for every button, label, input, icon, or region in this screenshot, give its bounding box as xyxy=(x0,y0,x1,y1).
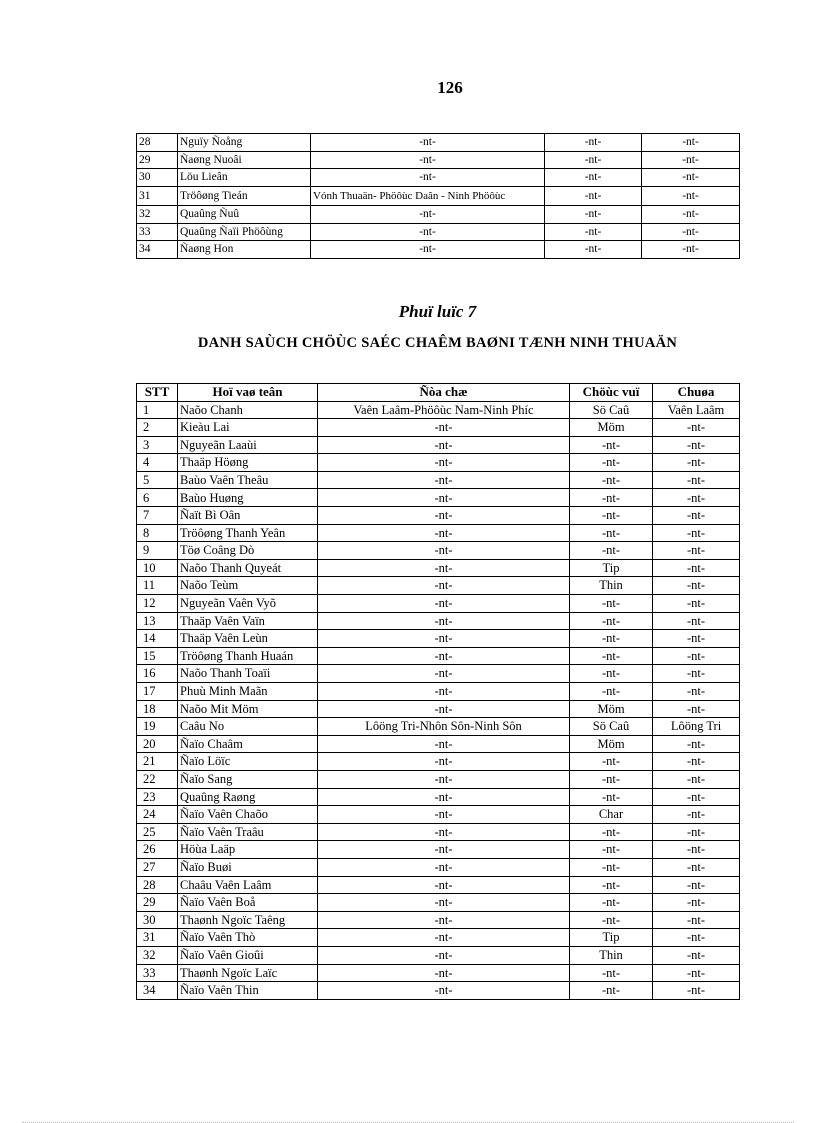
table-cell: Ñaïo Vaên Thò xyxy=(178,929,318,947)
table-cell: -nt- xyxy=(570,542,653,560)
table-row xyxy=(137,964,740,982)
table-cell: 15 xyxy=(137,647,178,665)
table-cell: -nt- xyxy=(318,612,570,630)
table-row xyxy=(137,595,740,613)
table-cell: -nt- xyxy=(318,858,570,876)
table-cell: -nt- xyxy=(653,647,740,665)
table-cell: Lôöng Tri xyxy=(653,718,740,736)
table-row xyxy=(137,577,740,595)
continued-table xyxy=(136,133,740,259)
table-row xyxy=(137,735,740,753)
table-cell: Vaên Laâm-Phöôùc Nam-Ninh Phíc xyxy=(318,401,570,419)
table-cell: -nt- xyxy=(570,471,653,489)
table-cell: -nt- xyxy=(570,964,653,982)
table-cell: -nt- xyxy=(653,946,740,964)
table-row xyxy=(137,946,740,964)
table-cell: Ñaïo Chaâm xyxy=(178,735,318,753)
table-cell: -nt- xyxy=(318,577,570,595)
table-row xyxy=(137,419,740,437)
table-cell: Ñaïo Vaên Thin xyxy=(178,982,318,1000)
table-cell: Töø Coâng Dò xyxy=(178,542,318,560)
table-cell: -nt- xyxy=(318,823,570,841)
table-cell: 7 xyxy=(137,507,178,525)
table-cell: -nt- xyxy=(570,841,653,859)
table-cell: -nt- xyxy=(570,454,653,472)
table-cell: -nt- xyxy=(642,241,740,259)
table-cell: -nt- xyxy=(318,841,570,859)
table-cell: 28 xyxy=(137,876,178,894)
table-cell: -nt- xyxy=(570,823,653,841)
table-cell: Ñaïo Löïc xyxy=(178,753,318,771)
table-cell: 16 xyxy=(137,665,178,683)
table-cell: Sö Caû xyxy=(570,401,653,419)
table-cell: -nt- xyxy=(570,612,653,630)
table-cell: -nt- xyxy=(311,241,545,259)
table-cell: Ñaøng Nuoâi xyxy=(178,151,311,169)
table-cell: -nt- xyxy=(318,770,570,788)
table-cell: Naõo Thanh Toaïi xyxy=(178,665,318,683)
table-row xyxy=(137,542,740,560)
table-cell: Naõo Thanh Quyeát xyxy=(178,559,318,577)
table-cell: 31 xyxy=(137,929,178,947)
table-row xyxy=(137,489,740,507)
column-header: Chöùc vuï xyxy=(570,384,653,402)
table-cell: 18 xyxy=(137,700,178,718)
column-header: Ñòa chæ xyxy=(318,384,570,402)
table-cell: -nt- xyxy=(570,894,653,912)
table-cell: Ñaïo Vaên Boå xyxy=(178,894,318,912)
table-cell: -nt- xyxy=(318,630,570,648)
table-cell: Thaäp Vaên Vaïn xyxy=(178,612,318,630)
table-cell: Höùa Laäp xyxy=(178,841,318,859)
table-row xyxy=(137,134,740,152)
table-cell: Baùo Huøng xyxy=(178,489,318,507)
table-cell: -nt- xyxy=(653,489,740,507)
table-row xyxy=(137,788,740,806)
table-cell: -nt- xyxy=(545,151,642,169)
table-cell: 19 xyxy=(137,718,178,736)
table-cell: -nt- xyxy=(570,436,653,454)
table-cell: 28 xyxy=(137,134,178,152)
table-cell: -nt- xyxy=(653,788,740,806)
table-cell: -nt- xyxy=(653,964,740,982)
table-cell: Ñaïo Vaên Gioûi xyxy=(178,946,318,964)
table-cell: -nt- xyxy=(318,507,570,525)
table-row xyxy=(137,186,740,206)
table-cell: Thin xyxy=(570,577,653,595)
table-row xyxy=(137,454,740,472)
table-cell: -nt- xyxy=(653,823,740,841)
table-row xyxy=(137,982,740,1000)
table-row xyxy=(137,770,740,788)
table-cell: -nt- xyxy=(642,223,740,241)
table-cell: Möm xyxy=(570,419,653,437)
table-cell: Kieàu Lai xyxy=(178,419,318,437)
table-cell: -nt- xyxy=(545,206,642,224)
table-row xyxy=(137,206,740,224)
column-header: Chuøa xyxy=(653,384,740,402)
table-cell: Quaûng Ñaïi Phöôùng xyxy=(178,223,311,241)
table-cell: Tip xyxy=(570,559,653,577)
table-cell: -nt- xyxy=(642,206,740,224)
table-cell: Baùo Vaên Theâu xyxy=(178,471,318,489)
table-cell: -nt- xyxy=(653,841,740,859)
table-cell: -nt- xyxy=(653,770,740,788)
table-cell: Nguyeãn Vaên Vyõ xyxy=(178,595,318,613)
table-cell: -nt- xyxy=(318,665,570,683)
table-cell: -nt- xyxy=(653,542,740,560)
table-row xyxy=(137,876,740,894)
table-cell: Thaønh Ngoïc Laïc xyxy=(178,964,318,982)
table-cell: -nt- xyxy=(318,735,570,753)
table-cell: Ñaït Bì Oân xyxy=(178,507,318,525)
table-row xyxy=(137,823,740,841)
table-cell: Tröôøng Thanh Huaán xyxy=(178,647,318,665)
table-cell: 30 xyxy=(137,169,178,187)
table-row xyxy=(137,858,740,876)
table-row xyxy=(137,524,740,542)
table-row xyxy=(137,559,740,577)
table-cell: Nguïy Ñoång xyxy=(178,134,311,152)
table-cell: -nt- xyxy=(570,665,653,683)
table-cell: Chaâu Vaên Laâm xyxy=(178,876,318,894)
table-cell: Ñaïo Sang xyxy=(178,770,318,788)
table-cell: -nt- xyxy=(653,700,740,718)
table-cell: Möm xyxy=(570,735,653,753)
table-cell: Sö Caû xyxy=(570,718,653,736)
table-cell: 2 xyxy=(137,419,178,437)
table-cell: -nt- xyxy=(570,630,653,648)
table-cell: 4 xyxy=(137,454,178,472)
table-cell: -nt- xyxy=(653,982,740,1000)
appendix-title: Phuï luïc 7 xyxy=(398,302,477,321)
table-cell: -nt- xyxy=(545,169,642,187)
table-cell: -nt- xyxy=(570,788,653,806)
table-cell: Ñaøng Hon xyxy=(178,241,311,259)
table-cell: Caâu No xyxy=(178,718,318,736)
table-cell: 20 xyxy=(137,735,178,753)
table-cell: -nt- xyxy=(318,683,570,701)
table-cell: -nt- xyxy=(318,471,570,489)
table-cell: 24 xyxy=(137,806,178,824)
table-row xyxy=(137,929,740,947)
table-cell: 34 xyxy=(137,982,178,1000)
table-cell: -nt- xyxy=(545,134,642,152)
table-cell: -nt- xyxy=(311,151,545,169)
column-header: STT xyxy=(137,384,178,402)
table-cell: -nt- xyxy=(318,454,570,472)
table-cell: -nt- xyxy=(545,186,642,206)
table-cell: 11 xyxy=(137,577,178,595)
table-cell: Naõo Chanh xyxy=(178,401,318,419)
table-row xyxy=(137,223,740,241)
table-cell: Nguyeãn Laaùi xyxy=(178,436,318,454)
table-cell: -nt- xyxy=(318,419,570,437)
table-cell: -nt- xyxy=(653,665,740,683)
table-cell: -nt- xyxy=(642,186,740,206)
table-row xyxy=(137,169,740,187)
table-row xyxy=(137,471,740,489)
table-cell: Ñaïo Vaên Traâu xyxy=(178,823,318,841)
table-cell: 30 xyxy=(137,911,178,929)
table-cell: Naõo Mit Möm xyxy=(178,700,318,718)
table-cell: -nt- xyxy=(653,894,740,912)
table-cell: -nt- xyxy=(570,507,653,525)
table-cell: -nt- xyxy=(653,876,740,894)
table-cell: -nt- xyxy=(318,806,570,824)
list-title: DANH SAÙCH CHÖÙC SAÉC CHAÊM BAØNI TÆNH NINH THUAÄN xyxy=(197,335,678,351)
table-cell: 1 xyxy=(137,401,178,419)
table-cell: -nt- xyxy=(653,507,740,525)
table-row xyxy=(137,241,740,259)
table-cell: Naõo Teùm xyxy=(178,577,318,595)
table-cell: -nt- xyxy=(653,630,740,648)
table-row xyxy=(137,718,740,736)
page-number: 126 xyxy=(437,78,463,97)
table-cell: -nt- xyxy=(570,911,653,929)
table-cell: -nt- xyxy=(570,770,653,788)
table-cell: -nt- xyxy=(642,169,740,187)
table-cell: 27 xyxy=(137,858,178,876)
table-cell: -nt- xyxy=(642,151,740,169)
table-cell: Thaäp Höøng xyxy=(178,454,318,472)
table-cell: Lôöng Tri-Nhôn Sôn-Ninh Sôn xyxy=(318,718,570,736)
table-cell: -nt- xyxy=(570,753,653,771)
table-cell: 29 xyxy=(137,151,178,169)
table-cell: Thaäp Vaên Leùn xyxy=(178,630,318,648)
table-cell: -nt- xyxy=(570,489,653,507)
table-cell: -nt- xyxy=(653,595,740,613)
table-cell: 21 xyxy=(137,753,178,771)
table-cell: Tröôøng Tieán xyxy=(178,186,311,206)
table-cell: -nt- xyxy=(318,929,570,947)
table-cell: -nt- xyxy=(311,169,545,187)
table-cell: -nt- xyxy=(653,419,740,437)
clergy-table xyxy=(136,383,740,1000)
table-cell: -nt- xyxy=(318,876,570,894)
table-cell: -nt- xyxy=(570,524,653,542)
table-cell: -nt- xyxy=(653,559,740,577)
table-cell: Quaûng Raøng xyxy=(178,788,318,806)
table-cell: Löu Lieân xyxy=(178,169,311,187)
table-cell: -nt- xyxy=(318,700,570,718)
table-cell: -nt- xyxy=(318,524,570,542)
table-cell: -nt- xyxy=(318,542,570,560)
table-cell: 29 xyxy=(137,894,178,912)
table-row xyxy=(137,700,740,718)
table-cell: 14 xyxy=(137,630,178,648)
table-cell: Thin xyxy=(570,946,653,964)
table-cell: -nt- xyxy=(545,241,642,259)
table-cell: -nt- xyxy=(318,436,570,454)
table-cell: 8 xyxy=(137,524,178,542)
table-cell: 25 xyxy=(137,823,178,841)
column-header: Hoï vaø teân xyxy=(178,384,318,402)
table-cell: -nt- xyxy=(318,753,570,771)
table-cell: -nt- xyxy=(653,524,740,542)
table-cell: -nt- xyxy=(653,929,740,947)
table-cell: -nt- xyxy=(318,964,570,982)
table-cell: 12 xyxy=(137,595,178,613)
table-cell: -nt- xyxy=(642,134,740,152)
table-cell: -nt- xyxy=(318,946,570,964)
table-cell: -nt- xyxy=(318,982,570,1000)
table-cell: -nt- xyxy=(318,489,570,507)
table-cell: -nt- xyxy=(653,683,740,701)
table-row xyxy=(137,665,740,683)
table-cell: Ñaïo Vaên Chaõo xyxy=(178,806,318,824)
table-cell: Möm xyxy=(570,700,653,718)
table-cell: -nt- xyxy=(653,436,740,454)
table-cell: 33 xyxy=(137,964,178,982)
table-cell: -nt- xyxy=(318,647,570,665)
table-cell: 6 xyxy=(137,489,178,507)
table-cell: -nt- xyxy=(570,858,653,876)
table-cell: Char xyxy=(570,806,653,824)
table-cell: 32 xyxy=(137,206,178,224)
table-cell: -nt- xyxy=(653,612,740,630)
table-cell: -nt- xyxy=(318,595,570,613)
table-header-row xyxy=(137,384,740,402)
table-row xyxy=(137,151,740,169)
table-cell: -nt- xyxy=(318,788,570,806)
table-cell: 5 xyxy=(137,471,178,489)
table-cell: Vaên Laâm xyxy=(653,401,740,419)
table-cell: -nt- xyxy=(570,683,653,701)
table-cell: 34 xyxy=(137,241,178,259)
table-cell: -nt- xyxy=(545,223,642,241)
table-cell: Tip xyxy=(570,929,653,947)
table-row xyxy=(137,647,740,665)
table-cell: -nt- xyxy=(570,982,653,1000)
table-cell: 9 xyxy=(137,542,178,560)
table-cell: 17 xyxy=(137,683,178,701)
table-cell: -nt- xyxy=(311,134,545,152)
table-cell: Thaønh Ngoïc Taêng xyxy=(178,911,318,929)
table-row xyxy=(137,841,740,859)
table-cell: Quaûng Ñuû xyxy=(178,206,311,224)
table-cell: 10 xyxy=(137,559,178,577)
table-cell: -nt- xyxy=(311,223,545,241)
table-cell: -nt- xyxy=(311,206,545,224)
table-row xyxy=(137,436,740,454)
table-cell: 33 xyxy=(137,223,178,241)
table-cell: -nt- xyxy=(318,911,570,929)
table-cell: 13 xyxy=(137,612,178,630)
table-cell: -nt- xyxy=(653,753,740,771)
table-cell: -nt- xyxy=(653,911,740,929)
table-cell: -nt- xyxy=(653,577,740,595)
table-cell: -nt- xyxy=(653,735,740,753)
table-row xyxy=(137,507,740,525)
table-row xyxy=(137,630,740,648)
table-cell: 22 xyxy=(137,770,178,788)
table-cell: Tröôøng Thanh Yeân xyxy=(178,524,318,542)
table-row xyxy=(137,683,740,701)
table-cell: -nt- xyxy=(653,471,740,489)
table-row xyxy=(137,401,740,419)
table-cell: -nt- xyxy=(570,876,653,894)
table-cell: 31 xyxy=(137,186,178,206)
table-row xyxy=(137,806,740,824)
table-row xyxy=(137,911,740,929)
table-row xyxy=(137,612,740,630)
table-cell: Vónh Thuaän- Phöôùc Daân - Ninh Phöôùc xyxy=(311,186,545,206)
table-row xyxy=(137,894,740,912)
table-cell: -nt- xyxy=(653,858,740,876)
table-cell: Phuù Minh Maãn xyxy=(178,683,318,701)
table-cell: -nt- xyxy=(570,647,653,665)
table-cell: 23 xyxy=(137,788,178,806)
table-cell: -nt- xyxy=(653,454,740,472)
table-cell: -nt- xyxy=(318,894,570,912)
table-cell: Ñaïo Buøi xyxy=(178,858,318,876)
table-cell: -nt- xyxy=(318,559,570,577)
table-cell: 32 xyxy=(137,946,178,964)
table-cell: 26 xyxy=(137,841,178,859)
table-row xyxy=(137,753,740,771)
table-cell: -nt- xyxy=(570,595,653,613)
table-cell: -nt- xyxy=(653,806,740,824)
table-cell: 3 xyxy=(137,436,178,454)
